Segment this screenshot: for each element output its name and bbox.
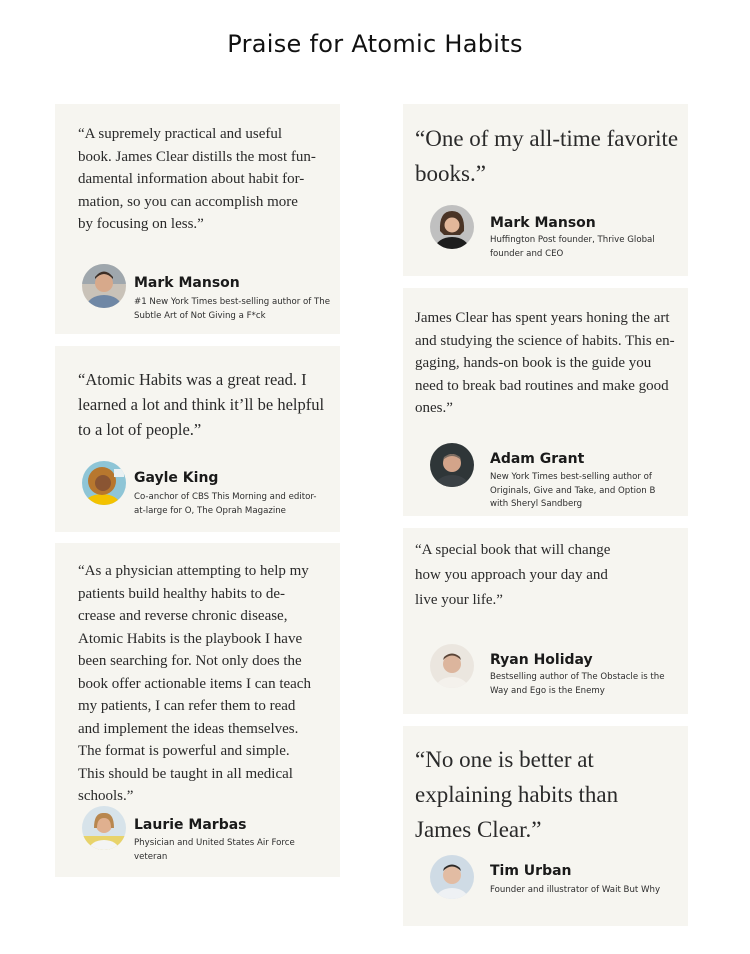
testimonial-quote: “One of my all-time favorite books.” [415, 126, 679, 186]
testimonial-card [403, 726, 688, 926]
testimonial-quote: “As a physician attempting to help my patients build healthy habits to de- crease and reverse chronic disease, Atomic Habits is the playbook I have been searching for. Not only does the book offer actionable items I can teach my patients, I can refer them to read and implement the ideas themselves. The format is powerful and simple. This should be taught in all medical schools.” [78, 563, 311, 804]
author-name: Adam Grant [490, 451, 585, 467]
author-name: Gayle King [134, 470, 219, 486]
author-description: Founder and illustrator of Wait But Why [490, 885, 661, 895]
author-name: Mark Manson [490, 215, 596, 231]
testimonial-quote: “No one is better at explaining habits than James Clear.” [415, 747, 619, 842]
author-name: Tim Urban [490, 863, 572, 879]
avatar [430, 644, 474, 688]
testimonial-card [403, 288, 688, 516]
testimonial-card [55, 543, 340, 877]
testimonial-card [403, 528, 688, 714]
avatar [430, 855, 474, 899]
author-description: Huffington Post founder, Thrive Global founder and CEO [490, 235, 655, 259]
author-description: New York Times best-selling author of Originals, Give and Take, and Option B with Sheryl Sandberg [490, 472, 656, 509]
testimonial-card [403, 104, 688, 276]
testimonial-quote: “A supremely practical and useful book. James Clear distills the most fun- damental information about habit for- mation, so you can accomplish more by focusing on less.” [78, 126, 316, 232]
author-description: #1 New York Times best-selling author of The Subtle Art of Not Giving a F*ck [134, 297, 331, 321]
author-description: Physician and United States Air Force veteran [134, 838, 295, 862]
testimonial-card [55, 104, 340, 334]
testimonial-quote: “Atomic Habits was a great read. I learned a lot and think it’ll be helpful to a lot of people.” [78, 370, 325, 439]
testimonial-card [55, 346, 340, 532]
avatar [82, 264, 126, 308]
author-name: Laurie Marbas [134, 817, 247, 833]
author-name: Ryan Holiday [490, 652, 593, 668]
page-title: Praise for Atomic Habits [227, 30, 523, 58]
author-description: Bestselling author of The Obstacle is the Way and Ego is the Enemy [490, 672, 665, 696]
testimonial-quote: “A special book that will change how you approach your day and live your life.” [415, 542, 611, 608]
avatar [82, 461, 126, 505]
testimonial-quote: James Clear has spent years honing the art and studying the science of habits. This en- gaging, hands-on book is the guide you need to break bad routines and make good ones.” [415, 310, 675, 416]
author-name: Mark Manson [134, 275, 240, 291]
author-description: Co-anchor of CBS This Morning and editor- at-large for O, The Oprah Magazine [134, 492, 317, 516]
avatar [82, 806, 126, 850]
avatar [430, 205, 474, 249]
avatar [430, 443, 474, 487]
